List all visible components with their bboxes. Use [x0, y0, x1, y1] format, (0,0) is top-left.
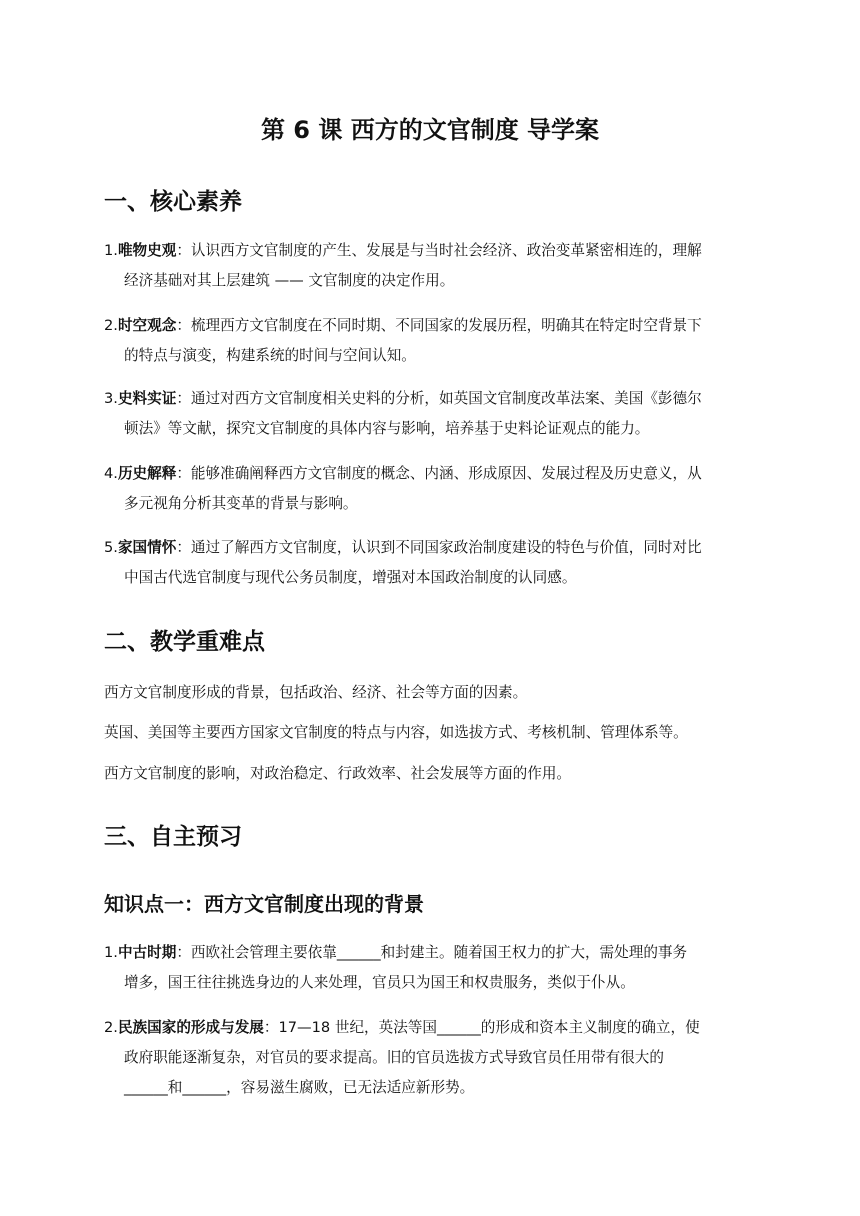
list-item-first-line — [104, 384, 756, 414]
list-item-term: 家国情怀 — [117, 539, 177, 556]
list-item-text: ：17—18 世纪，英法等国______的形成和资本主义制度的确立，使 — [263, 1019, 700, 1036]
page-title: 第 6 课 西方的文官制度 导学案 — [260, 116, 600, 144]
list-item-term: 中古时期 — [117, 944, 177, 961]
list-item-first-line — [104, 236, 756, 266]
subsection-heading-knowledge-point-one: 知识点一：西方文官制度出现的背景 — [104, 892, 424, 916]
list-item-number: 4. — [104, 465, 118, 482]
list-item-text: ：梳理西方文官制度在不同时期、不同国家的发展历程，明确其在特定时空背景下 — [176, 317, 702, 334]
list-item-continuation: 多元视角分析其变革的背景与影响。 — [124, 495, 358, 512]
list-item-text: ：通过对西方文官制度相关史料的分析，如英国文官制度改革法案、美国《彭德尔 — [176, 390, 702, 407]
list-item-number: 1. — [104, 242, 118, 259]
list-item — [104, 938, 756, 998]
list-item-text: ：能够准确阐释西方文官制度的概念、内涵、形成原因、发展过程及历史意义，从 — [176, 465, 702, 482]
list-item-number: 5. — [104, 539, 118, 556]
list-item — [104, 384, 756, 444]
section-heading-key-difficulties: 二、教学重难点 — [104, 629, 265, 655]
list-item-term: 史料实证 — [117, 390, 177, 407]
list-item-first-line — [104, 311, 756, 341]
list-item-number: 3. — [104, 390, 118, 407]
list-item-continuation: 的特点与演变，构建系统的时间与空间认知。 — [124, 347, 416, 364]
list-item-continuation: 顿法》等文献，探究文官制度的具体内容与影响，培养基于史料论证观点的能力。 — [124, 420, 650, 437]
list-item-continuation: 政府职能逐渐复杂，对官员的要求提高。旧的官员选拔方式导致官员任用带有很大的 — [124, 1049, 664, 1066]
list-item-first-line — [104, 1013, 756, 1043]
paragraph: 西方文官制度形成的背景，包括政治、经济、社会等方面的因素。 — [104, 684, 528, 701]
list-item-text: ：认识西方文官制度的产生、发展是与当时社会经济、政治变革紧密相连的，理解 — [176, 242, 702, 259]
list-item-number: 1. — [104, 944, 118, 961]
list-item — [104, 459, 756, 519]
list-item — [104, 236, 756, 296]
list-item-continuation: 增多，国王往往挑选身边的人来处理，官员只为国王和权贵服务，类似于仆从。 — [124, 974, 635, 991]
list-item — [104, 1013, 756, 1103]
list-item-term: 时空观念 — [117, 317, 177, 334]
paragraph: 西方文官制度的影响，对政治稳定、行政效率、社会发展等方面的作用。 — [104, 765, 572, 782]
list-item-first-line — [104, 938, 756, 968]
section-heading-self-preview: 三、自主预习 — [104, 824, 242, 850]
list-item-term: 唯物史观 — [117, 242, 177, 259]
list-item-text: ：西欧社会管理主要依靠______和封建主。随着国王权力的扩大，需处理的事务 — [176, 944, 688, 961]
list-item — [104, 533, 756, 593]
list-item-number: 2. — [104, 317, 118, 334]
list-item-continuation: 中国古代选官制度与现代公务员制度，增强对本国政治制度的认同感。 — [124, 569, 577, 586]
list-item-first-line — [104, 459, 756, 489]
paragraph: 英国、美国等主要西方国家文官制度的特点与内容，如选拔方式、考核机制、管理体系等。 — [104, 724, 688, 741]
list-item-text: ：通过了解西方文官制度，认识到不同国家政治制度建设的特色与价值，同时对比 — [176, 539, 702, 556]
list-item-continuation: ______和______，容易滋生腐败，已无法适应新形势。 — [124, 1079, 475, 1096]
list-item — [104, 311, 756, 371]
list-item-continuation: 经济基础对其上层建筑 —— 文官制度的决定作用。 — [124, 272, 455, 289]
list-item-term: 历史解释 — [117, 465, 177, 482]
list-item-first-line — [104, 533, 756, 563]
list-item-term: 民族国家的形成与发展 — [117, 1019, 264, 1036]
section-heading-core-literacy: 一、核心素养 — [104, 189, 242, 215]
list-item-number: 2. — [104, 1019, 118, 1036]
